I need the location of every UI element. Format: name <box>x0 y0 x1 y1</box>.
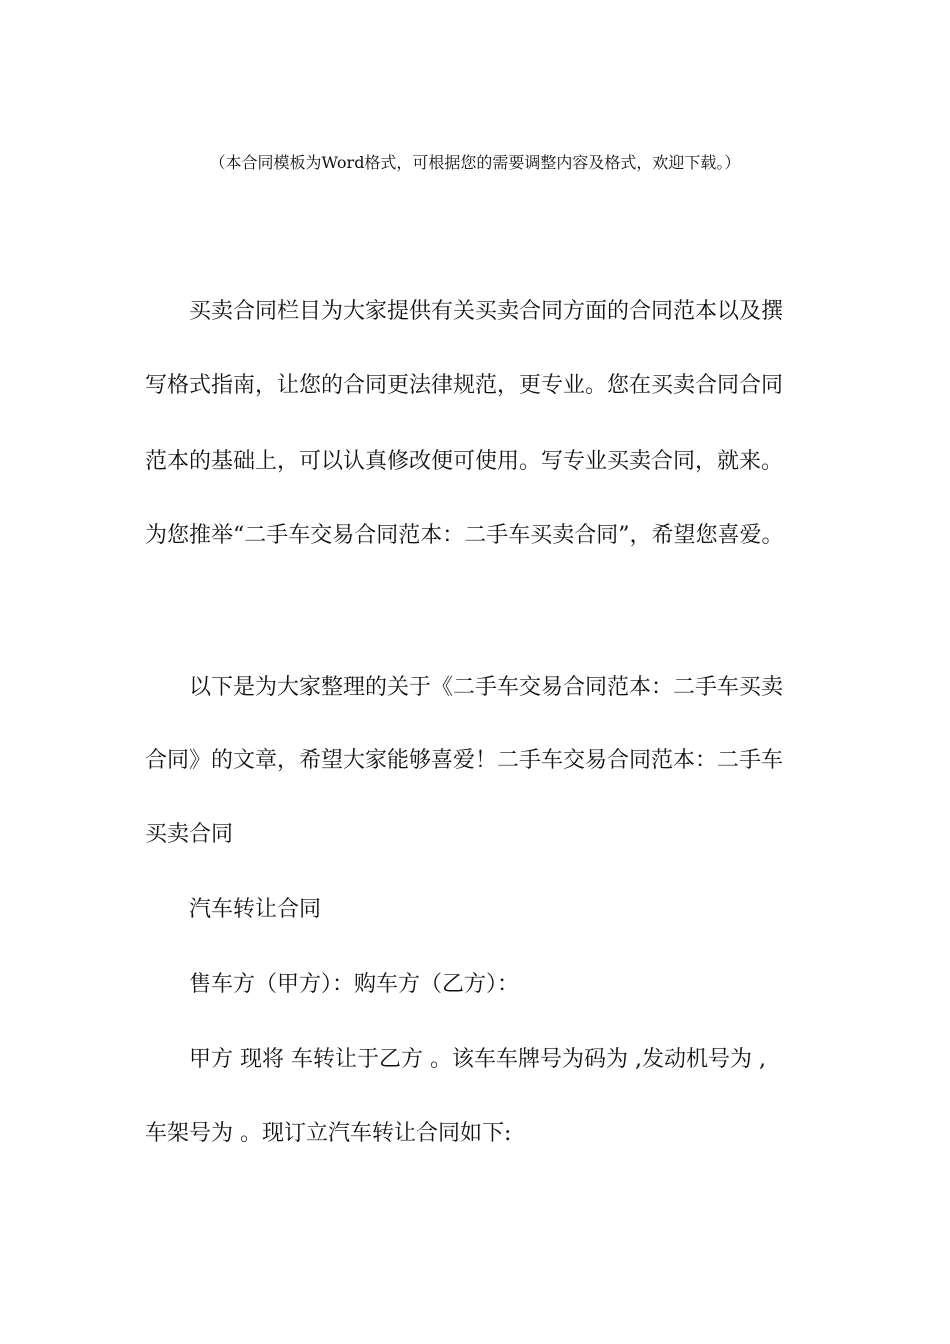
summary-line-2: 合同》的文章，希望大家能够喜爱！二手车交易合同范本：二手车 <box>145 748 784 773</box>
contract-title: 汽车转让合同 <box>189 897 322 922</box>
intro-line-1: 买卖合同栏目为大家提供有关买卖合同方面的合同范本以及撰 <box>189 299 784 324</box>
parties-line: 售车方（甲方）：购车方（乙方）： <box>189 972 520 997</box>
summary-line-3: 买卖合同 <box>145 822 234 847</box>
intro-line-3: 范本的基础上，可以认真修改便可使用。写专业买卖合同，就来。 <box>145 449 784 474</box>
summary-line-1: 以下是为大家整理的关于《二手车交易合同范本：二手车买卖 <box>189 675 784 700</box>
body-line-2: 车架号为 。现订立汽车转让合同如下: <box>145 1121 512 1146</box>
intro-line-2: 写格式指南，让您的合同更法律规范，更专业。您在买卖合同合同 <box>145 373 784 398</box>
body-line-1: 甲方 现将 车转让于乙方 。该车车牌号为码为 ,发动机号为 , <box>189 1047 766 1072</box>
template-note: （本合同模板为Word格式，可根据您的需要调整内容及格式，欢迎下载。） <box>209 153 741 172</box>
intro-line-4: 为您推举“二手车交易合同范本：二手车买卖合同”，希望您喜爱。 <box>145 523 784 548</box>
